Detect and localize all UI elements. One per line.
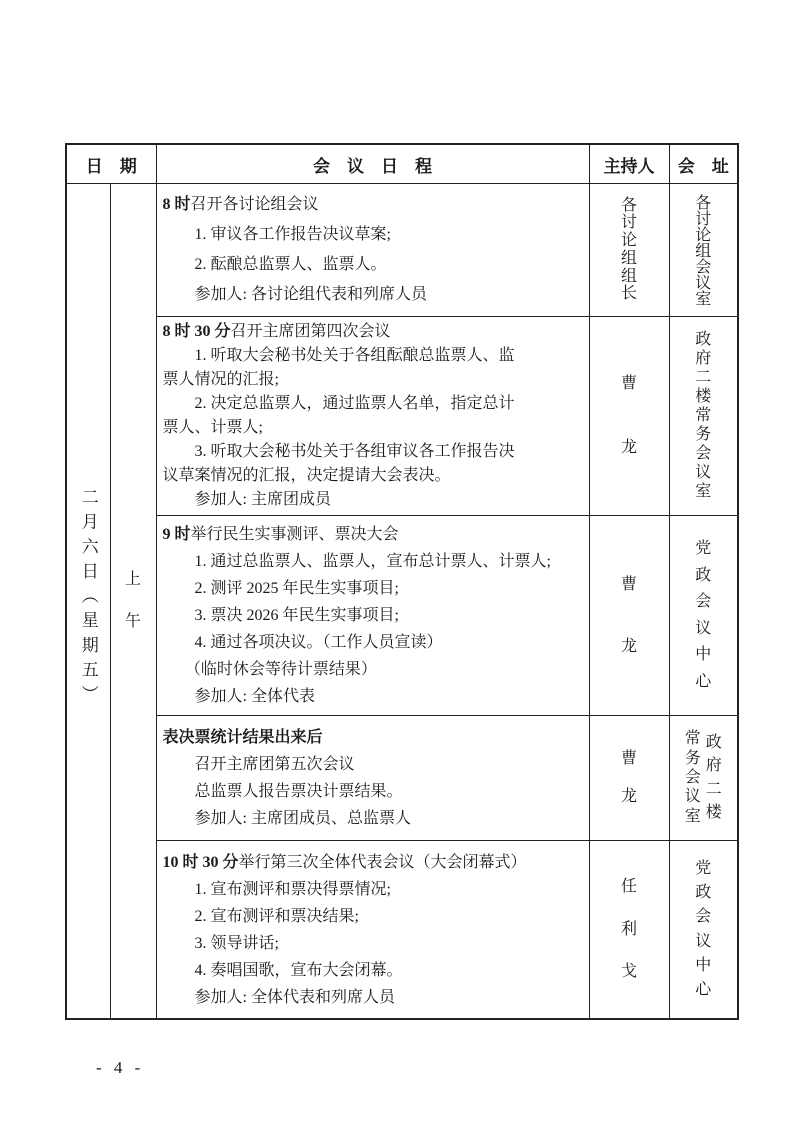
vertical-char: 议 [695, 619, 712, 637]
host-cell-3 [589, 516, 669, 716]
agenda-line: 10 时 30 分举行第三次全体代表会议（大会闭幕式） [162, 853, 527, 871]
agenda-row-5 [66, 841, 738, 1020]
vertical-char: 常 [695, 407, 712, 424]
agenda-cell-1 [156, 184, 589, 317]
vertical-char: 组 [695, 243, 712, 260]
venue-cell-2 [669, 317, 738, 516]
venue-label-2 [695, 329, 711, 503]
agenda-line: 参加人: 全体代表和列席人员 [194, 988, 395, 1006]
vertical-char: 中 [695, 956, 712, 974]
vertical-char: 利 [620, 920, 637, 938]
vertical-text-column [685, 728, 701, 828]
venue-cell-4 [669, 716, 738, 841]
vertical-char: 曹 [620, 375, 637, 393]
meeting-schedule-table [65, 143, 739, 1020]
vertical-char: 楼 [705, 803, 722, 821]
vertical-char: 龙 [620, 788, 637, 806]
vertical-char: 各 [695, 195, 712, 212]
vertical-char: 任 [620, 878, 637, 896]
agenda-line: 4. 通过各项决议。（工作人员宣读） [194, 634, 443, 651]
agenda-line: 参加人: 各讨论组代表和列席人员 [194, 286, 427, 303]
venue-cell-3 [669, 516, 738, 716]
agenda-cell-3 [156, 516, 589, 716]
vertical-char: 会 [695, 259, 712, 276]
agenda-time-bold: 10 时 30 分 [162, 853, 239, 871]
vertical-text-column [695, 853, 711, 1006]
vertical-char: 讨 [620, 214, 637, 232]
agenda-line: 1. 通过总监票人、监票人，宣布总计票人、计票人; [194, 553, 551, 570]
vertical-text-column [621, 329, 637, 503]
vertical-char: 午 [124, 612, 141, 630]
vertical-char: 曹 [620, 749, 637, 767]
vertical-char: 室 [684, 807, 701, 825]
agenda-line: 参加人: 全体代表 [194, 688, 315, 705]
agenda-line: 参加人: 主席团成员、总监票人 [194, 810, 411, 827]
vertical-char: 中 [695, 646, 712, 664]
host-cell-2 [589, 317, 669, 516]
vertical-char: 室 [695, 291, 712, 308]
vertical-char: 会 [695, 908, 712, 926]
vertical-char: 二 [695, 369, 712, 386]
host-label-3 [621, 531, 637, 701]
venue-label-4 [685, 728, 722, 828]
agenda-content-1 [163, 190, 585, 310]
agenda-line: 1. 听取大会秘书处关于各组酝酿总监票人、监 [194, 347, 515, 364]
vertical-char: 政 [695, 884, 712, 902]
host-cell-1 [589, 184, 669, 317]
agenda-line: 召开主席团第五次会议 [194, 756, 355, 773]
agenda-content-3 [163, 521, 585, 710]
vertical-text-column [621, 531, 637, 701]
vertical-char: 楼 [695, 388, 712, 405]
vertical-char: 心 [695, 672, 712, 690]
venue-cell-5 [669, 841, 738, 1020]
vertical-char: 常 [684, 730, 701, 748]
agenda-line: 2. 酝酿总监票人、监票人。 [194, 256, 387, 273]
vertical-char: 龙 [620, 438, 637, 456]
venue-label-3 [695, 531, 711, 701]
agenda-cell-2 [156, 317, 589, 516]
venue-cell-1 [669, 184, 738, 317]
vertical-char: 政 [705, 734, 722, 752]
vertical-char: 长 [620, 285, 637, 303]
date-cell [66, 184, 110, 1020]
agenda-line: 2. 决定总监票人，通过监票人名单，指定总计 [194, 395, 515, 412]
agenda-line: 9 时举行民生实事测评、票决大会 [162, 526, 399, 543]
agenda-time-bold: 9 时 [162, 526, 191, 543]
venue-label-5 [695, 853, 711, 1006]
vertical-text-column [695, 531, 711, 701]
vertical-char: 组 [620, 267, 637, 285]
agenda-line: 2. 宣布测评和票决结果; [194, 907, 359, 925]
vertical-char: 会 [684, 768, 701, 786]
agenda-content-2 [163, 320, 585, 512]
agenda-line: 8 时 30 分召开主席团第四次会议 [162, 323, 391, 340]
agenda-line: 票人、计票人; [162, 419, 263, 436]
vertical-text-column [695, 195, 712, 308]
vertical-char: 府 [695, 350, 712, 367]
vertical-text-column [621, 728, 637, 828]
ampm-cell [110, 184, 156, 1020]
vertical-text-column [621, 196, 637, 304]
vertical-char: 上 [124, 571, 141, 589]
vertical-char: 会 [695, 445, 712, 462]
vertical-char: 会 [695, 593, 712, 611]
agenda-line: 3. 听取大会秘书处关于各组审议各工作报告决 [194, 443, 515, 460]
ampm-label [125, 547, 141, 655]
agenda-row-1 [66, 184, 738, 317]
vertical-char: 各 [620, 196, 637, 214]
vertical-char: 务 [684, 749, 701, 767]
host-cell-5 [589, 841, 669, 1020]
vertical-text-column [621, 853, 637, 1006]
agenda-time-bold: 表决票统计结果出来后 [162, 729, 323, 746]
agenda-line: 4. 奏唱国歌，宣布大会闭幕。 [194, 961, 403, 979]
vertical-char: 务 [695, 426, 712, 443]
vertical-char: 曹 [620, 575, 637, 593]
venue-label-1 [695, 195, 712, 308]
vertical-char: 议 [695, 932, 712, 950]
vertical-char: 论 [695, 227, 712, 244]
vertical-text-column [125, 547, 141, 655]
vertical-text-column [706, 728, 722, 828]
agenda-time-bold: 8 时 [162, 196, 191, 213]
host-label-1 [621, 196, 637, 304]
agenda-line: 1. 审议各工作报告决议草案; [194, 226, 391, 243]
agenda-line: 2. 测评 2025 年民生实事项目; [194, 580, 399, 597]
header-date: 日 期 [66, 144, 156, 184]
agenda-time-bold: 8 时 30 分 [162, 323, 231, 340]
agenda-row-4 [66, 716, 738, 841]
host-label-4 [621, 728, 637, 828]
table-header-row [66, 144, 738, 184]
agenda-content-4 [163, 724, 585, 832]
page-number: - 4 - [96, 1058, 145, 1077]
agenda-line [163, 724, 585, 751]
vertical-char: 党 [695, 540, 712, 558]
vertical-char: 议 [695, 464, 712, 481]
agenda-row-3 [66, 516, 738, 716]
agenda-line: 1. 宣布测评和票决得票情况; [194, 880, 391, 898]
host-label-5 [621, 853, 637, 1006]
vertical-char: 龙 [620, 637, 637, 655]
header-venue: 会 址 [669, 144, 738, 184]
agenda-line: 参加人: 主席团成员 [194, 491, 331, 508]
header-host: 主持人 [589, 144, 669, 184]
agenda-line: 3. 领导讲话; [194, 934, 279, 952]
agenda-line: 总监票人报告票决计票结果。 [194, 783, 403, 800]
agenda-cell-5 [156, 841, 589, 1020]
agenda-line: 议草案情况的汇报，决定提请大会表决。 [162, 467, 451, 484]
vertical-char: 戈 [620, 962, 637, 980]
vertical-char: 二 [705, 780, 722, 798]
vertical-char: 心 [695, 980, 712, 998]
agenda-line: （临时休会等待计票结果） [184, 661, 377, 678]
date-label: 二月六日（星期五） [78, 487, 98, 710]
vertical-char: 议 [695, 275, 712, 292]
agenda-cell-4 [156, 716, 589, 841]
host-label-2 [621, 329, 637, 503]
header-agenda: 会 议 日 程 [156, 144, 589, 184]
vertical-char: 政 [695, 331, 712, 348]
agenda-line: 3. 票决 2026 年民生实事项目; [194, 607, 399, 624]
vertical-char: 室 [695, 483, 712, 500]
vertical-char: 议 [684, 788, 701, 806]
vertical-char: 组 [620, 249, 637, 267]
vertical-char: 论 [620, 232, 637, 250]
agenda-content-5 [163, 849, 585, 1011]
vertical-char: 党 [695, 860, 712, 878]
vertical-char: 府 [705, 757, 722, 775]
agenda-line: 8 时召开各讨论组会议 [162, 196, 319, 213]
vertical-char: 政 [695, 566, 712, 584]
agenda-row-2 [66, 317, 738, 516]
host-cell-4 [589, 716, 669, 841]
vertical-text-column [695, 329, 711, 503]
vertical-char: 讨 [695, 211, 712, 228]
agenda-line: 票人情况的汇报; [162, 371, 279, 388]
